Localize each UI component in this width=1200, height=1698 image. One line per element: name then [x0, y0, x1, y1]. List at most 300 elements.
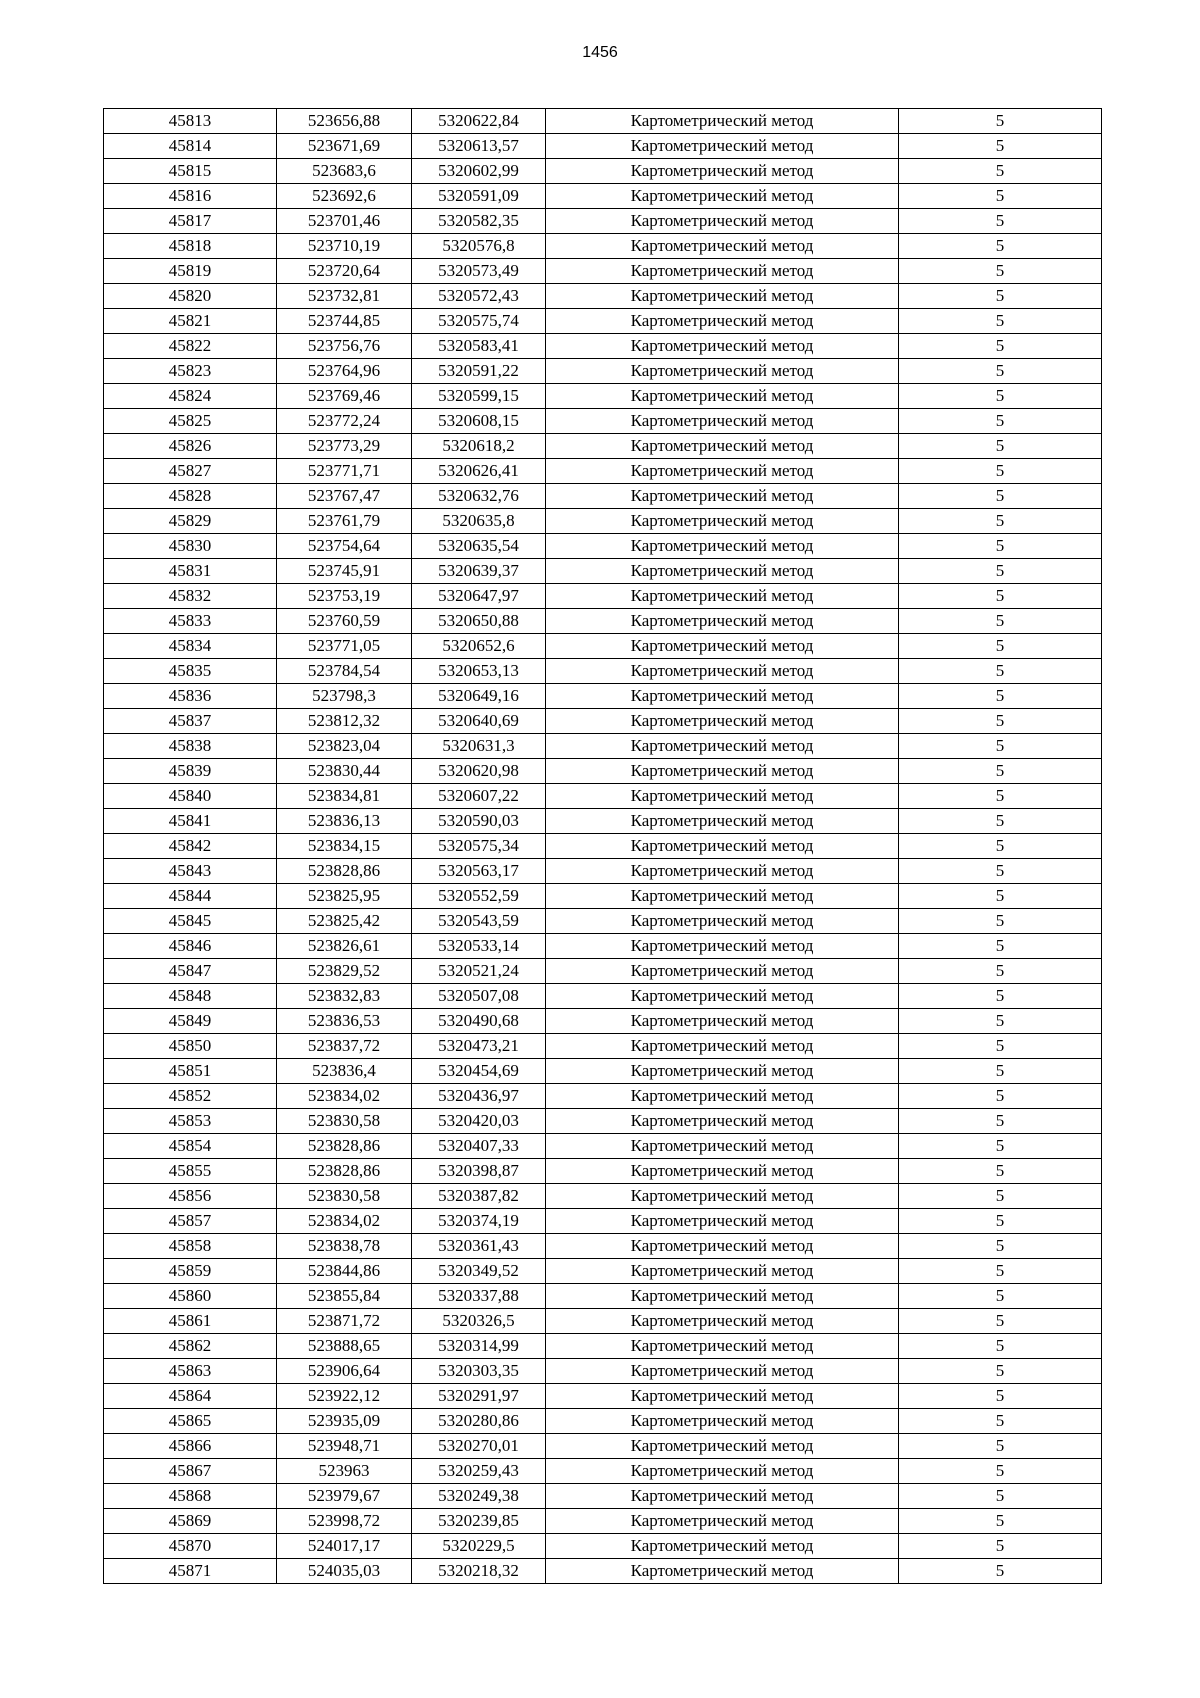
table-row — [104, 1509, 1102, 1534]
accuracy-cell: 5 — [899, 434, 1102, 459]
x-coordinate-cell: 523773,29 — [277, 434, 412, 459]
accuracy-cell: 5 — [899, 734, 1102, 759]
accuracy-cell: 5 — [899, 509, 1102, 534]
table-row — [104, 1009, 1102, 1034]
x-coordinate-cell: 523834,15 — [277, 834, 412, 859]
point-number-cell: 45816 — [104, 184, 277, 209]
x-coordinate-cell: 523979,67 — [277, 1484, 412, 1509]
y-coordinate-cell: 5320576,8 — [412, 234, 546, 259]
point-number-cell: 45830 — [104, 534, 277, 559]
y-coordinate-cell: 5320618,2 — [412, 434, 546, 459]
accuracy-cell: 5 — [899, 159, 1102, 184]
x-coordinate-cell: 523844,86 — [277, 1259, 412, 1284]
x-coordinate-cell: 523720,64 — [277, 259, 412, 284]
y-coordinate-cell: 5320229,5 — [412, 1534, 546, 1559]
method-cell: Картометрический метод — [546, 1184, 899, 1209]
x-coordinate-cell: 523744,85 — [277, 309, 412, 334]
x-coordinate-cell: 523836,13 — [277, 809, 412, 834]
y-coordinate-cell: 5320572,43 — [412, 284, 546, 309]
y-coordinate-cell: 5320650,88 — [412, 609, 546, 634]
accuracy-cell: 5 — [899, 659, 1102, 684]
y-coordinate-cell: 5320608,15 — [412, 409, 546, 434]
accuracy-cell: 5 — [899, 1384, 1102, 1409]
accuracy-cell: 5 — [899, 909, 1102, 934]
point-number-cell: 45850 — [104, 1034, 277, 1059]
point-number-cell: 45836 — [104, 684, 277, 709]
accuracy-cell: 5 — [899, 684, 1102, 709]
x-coordinate-cell: 523683,6 — [277, 159, 412, 184]
method-cell: Картометрический метод — [546, 859, 899, 884]
point-number-cell: 45857 — [104, 1209, 277, 1234]
method-cell: Картометрический метод — [546, 1359, 899, 1384]
point-number-cell: 45852 — [104, 1084, 277, 1109]
method-cell: Картометрический метод — [546, 1434, 899, 1459]
table-row — [104, 584, 1102, 609]
table-row — [104, 1334, 1102, 1359]
accuracy-cell: 5 — [899, 184, 1102, 209]
y-coordinate-cell: 5320387,82 — [412, 1184, 546, 1209]
accuracy-cell: 5 — [899, 709, 1102, 734]
y-coordinate-cell: 5320599,15 — [412, 384, 546, 409]
table-row — [104, 434, 1102, 459]
table-row — [104, 1284, 1102, 1309]
page-number: 1456 — [582, 44, 618, 61]
accuracy-cell: 5 — [899, 1109, 1102, 1134]
table-row — [104, 734, 1102, 759]
point-number-cell: 45844 — [104, 884, 277, 909]
x-coordinate-cell: 523834,02 — [277, 1209, 412, 1234]
point-number-cell: 45851 — [104, 1059, 277, 1084]
table-row — [104, 809, 1102, 834]
accuracy-cell: 5 — [899, 784, 1102, 809]
x-coordinate-cell: 523671,69 — [277, 134, 412, 159]
point-number-cell: 45813 — [104, 109, 277, 134]
accuracy-cell: 5 — [899, 1459, 1102, 1484]
x-coordinate-cell: 523767,47 — [277, 484, 412, 509]
x-coordinate-cell: 523771,05 — [277, 634, 412, 659]
method-cell: Картометрический метод — [546, 434, 899, 459]
table-row — [104, 1534, 1102, 1559]
point-number-cell: 45866 — [104, 1434, 277, 1459]
x-coordinate-cell: 523834,02 — [277, 1084, 412, 1109]
x-coordinate-cell: 523825,42 — [277, 909, 412, 934]
method-cell: Картометрический метод — [546, 1559, 899, 1584]
y-coordinate-cell: 5320436,97 — [412, 1084, 546, 1109]
y-coordinate-cell: 5320647,97 — [412, 584, 546, 609]
y-coordinate-cell: 5320454,69 — [412, 1059, 546, 1084]
accuracy-cell: 5 — [899, 634, 1102, 659]
point-number-cell: 45815 — [104, 159, 277, 184]
table-row — [104, 334, 1102, 359]
accuracy-cell: 5 — [899, 1359, 1102, 1384]
method-cell: Картометрический метод — [546, 1534, 899, 1559]
method-cell: Картометрический метод — [546, 884, 899, 909]
table-row — [104, 1134, 1102, 1159]
accuracy-cell: 5 — [899, 459, 1102, 484]
method-cell: Картометрический метод — [546, 609, 899, 634]
method-cell: Картометрический метод — [546, 1334, 899, 1359]
y-coordinate-cell: 5320533,14 — [412, 934, 546, 959]
table-row — [104, 109, 1102, 134]
x-coordinate-cell: 523830,58 — [277, 1184, 412, 1209]
x-coordinate-cell: 523855,84 — [277, 1284, 412, 1309]
method-cell: Картометрический метод — [546, 959, 899, 984]
point-number-cell: 45825 — [104, 409, 277, 434]
y-coordinate-cell: 5320507,08 — [412, 984, 546, 1009]
method-cell: Картометрический метод — [546, 1259, 899, 1284]
table-row — [104, 1159, 1102, 1184]
point-number-cell: 45863 — [104, 1359, 277, 1384]
accuracy-cell: 5 — [899, 609, 1102, 634]
table-row — [104, 759, 1102, 784]
table-row — [104, 1084, 1102, 1109]
point-number-cell: 45840 — [104, 784, 277, 809]
point-number-cell: 45841 — [104, 809, 277, 834]
y-coordinate-cell: 5320239,85 — [412, 1509, 546, 1534]
method-cell: Картометрический метод — [546, 384, 899, 409]
x-coordinate-cell: 523692,6 — [277, 184, 412, 209]
method-cell: Картометрический метод — [546, 509, 899, 534]
table-row — [104, 1384, 1102, 1409]
x-coordinate-cell: 523771,71 — [277, 459, 412, 484]
coordinates-table — [103, 108, 1102, 1584]
point-number-cell: 45838 — [104, 734, 277, 759]
method-cell: Картометрический метод — [546, 1484, 899, 1509]
table-row — [104, 234, 1102, 259]
accuracy-cell: 5 — [899, 284, 1102, 309]
point-number-cell: 45828 — [104, 484, 277, 509]
point-number-cell: 45865 — [104, 1409, 277, 1434]
accuracy-cell: 5 — [899, 1034, 1102, 1059]
point-number-cell: 45835 — [104, 659, 277, 684]
y-coordinate-cell: 5320573,49 — [412, 259, 546, 284]
y-coordinate-cell: 5320602,99 — [412, 159, 546, 184]
method-cell: Картометрический метод — [546, 459, 899, 484]
y-coordinate-cell: 5320374,19 — [412, 1209, 546, 1234]
y-coordinate-cell: 5320563,17 — [412, 859, 546, 884]
table-row — [104, 209, 1102, 234]
point-number-cell: 45843 — [104, 859, 277, 884]
point-number-cell: 45868 — [104, 1484, 277, 1509]
y-coordinate-cell: 5320521,24 — [412, 959, 546, 984]
y-coordinate-cell: 5320613,57 — [412, 134, 546, 159]
y-coordinate-cell: 5320653,13 — [412, 659, 546, 684]
point-number-cell: 45823 — [104, 359, 277, 384]
table-row — [104, 484, 1102, 509]
x-coordinate-cell: 523935,09 — [277, 1409, 412, 1434]
accuracy-cell: 5 — [899, 534, 1102, 559]
x-coordinate-cell: 524017,17 — [277, 1534, 412, 1559]
table-row — [104, 1109, 1102, 1134]
accuracy-cell: 5 — [899, 1509, 1102, 1534]
accuracy-cell: 5 — [899, 1184, 1102, 1209]
method-cell: Картометрический метод — [546, 109, 899, 134]
method-cell: Картометрический метод — [546, 234, 899, 259]
y-coordinate-cell: 5320473,21 — [412, 1034, 546, 1059]
point-number-cell: 45824 — [104, 384, 277, 409]
y-coordinate-cell: 5320337,88 — [412, 1284, 546, 1309]
x-coordinate-cell: 523832,83 — [277, 984, 412, 1009]
y-coordinate-cell: 5320583,41 — [412, 334, 546, 359]
y-coordinate-cell: 5320543,59 — [412, 909, 546, 934]
x-coordinate-cell: 523888,65 — [277, 1334, 412, 1359]
method-cell: Картометрический метод — [546, 659, 899, 684]
point-number-cell: 45846 — [104, 934, 277, 959]
accuracy-cell: 5 — [899, 1209, 1102, 1234]
method-cell: Картометрический метод — [546, 684, 899, 709]
method-cell: Картометрический метод — [546, 759, 899, 784]
x-coordinate-cell: 523701,46 — [277, 209, 412, 234]
point-number-cell: 45848 — [104, 984, 277, 1009]
accuracy-cell: 5 — [899, 1009, 1102, 1034]
y-coordinate-cell: 5320632,76 — [412, 484, 546, 509]
method-cell: Картометрический метод — [546, 1034, 899, 1059]
table-row — [104, 184, 1102, 209]
method-cell: Картометрический метод — [546, 409, 899, 434]
accuracy-cell: 5 — [899, 984, 1102, 1009]
x-coordinate-cell: 523769,46 — [277, 384, 412, 409]
y-coordinate-cell: 5320590,03 — [412, 809, 546, 834]
point-number-cell: 45860 — [104, 1284, 277, 1309]
x-coordinate-cell: 523906,64 — [277, 1359, 412, 1384]
y-coordinate-cell: 5320249,38 — [412, 1484, 546, 1509]
accuracy-cell: 5 — [899, 134, 1102, 159]
x-coordinate-cell: 523772,24 — [277, 409, 412, 434]
y-coordinate-cell: 5320280,86 — [412, 1409, 546, 1434]
point-number-cell: 45861 — [104, 1309, 277, 1334]
y-coordinate-cell: 5320591,22 — [412, 359, 546, 384]
accuracy-cell: 5 — [899, 334, 1102, 359]
y-coordinate-cell: 5320652,6 — [412, 634, 546, 659]
accuracy-cell: 5 — [899, 1234, 1102, 1259]
table-row — [104, 1209, 1102, 1234]
table-row — [104, 784, 1102, 809]
table-row — [104, 284, 1102, 309]
accuracy-cell: 5 — [899, 359, 1102, 384]
point-number-cell: 45859 — [104, 1259, 277, 1284]
point-number-cell: 45842 — [104, 834, 277, 859]
table-row — [104, 1184, 1102, 1209]
point-number-cell: 45862 — [104, 1334, 277, 1359]
accuracy-cell: 5 — [899, 384, 1102, 409]
table-row — [104, 159, 1102, 184]
table-row — [104, 1309, 1102, 1334]
point-number-cell: 45826 — [104, 434, 277, 459]
table-row — [104, 1059, 1102, 1084]
point-number-cell: 45858 — [104, 1234, 277, 1259]
y-coordinate-cell: 5320635,54 — [412, 534, 546, 559]
x-coordinate-cell: 523784,54 — [277, 659, 412, 684]
point-number-cell: 45869 — [104, 1509, 277, 1534]
point-number-cell: 45827 — [104, 459, 277, 484]
point-number-cell: 45834 — [104, 634, 277, 659]
point-number-cell: 45820 — [104, 284, 277, 309]
x-coordinate-cell: 523823,04 — [277, 734, 412, 759]
coordinates-table-body — [104, 109, 1102, 1584]
point-number-cell: 45849 — [104, 1009, 277, 1034]
y-coordinate-cell: 5320259,43 — [412, 1459, 546, 1484]
accuracy-cell: 5 — [899, 309, 1102, 334]
point-number-cell: 45821 — [104, 309, 277, 334]
accuracy-cell: 5 — [899, 1059, 1102, 1084]
x-coordinate-cell: 523753,19 — [277, 584, 412, 609]
accuracy-cell: 5 — [899, 1409, 1102, 1434]
accuracy-cell: 5 — [899, 484, 1102, 509]
method-cell: Картометрический метод — [546, 259, 899, 284]
table-row — [104, 609, 1102, 634]
method-cell: Картометрический метод — [546, 1109, 899, 1134]
x-coordinate-cell: 523828,86 — [277, 1134, 412, 1159]
method-cell: Картометрический метод — [546, 559, 899, 584]
point-number-cell: 45856 — [104, 1184, 277, 1209]
point-number-cell: 45867 — [104, 1459, 277, 1484]
method-cell: Картометрический метод — [546, 934, 899, 959]
method-cell: Картометрический метод — [546, 1384, 899, 1409]
accuracy-cell: 5 — [899, 1484, 1102, 1509]
y-coordinate-cell: 5320218,32 — [412, 1559, 546, 1584]
point-number-cell: 45819 — [104, 259, 277, 284]
method-cell: Картометрический метод — [546, 909, 899, 934]
x-coordinate-cell: 523761,79 — [277, 509, 412, 534]
y-coordinate-cell: 5320326,5 — [412, 1309, 546, 1334]
table-row — [104, 384, 1102, 409]
point-number-cell: 45837 — [104, 709, 277, 734]
method-cell: Картометрический метод — [546, 1159, 899, 1184]
point-number-cell: 45829 — [104, 509, 277, 534]
accuracy-cell: 5 — [899, 259, 1102, 284]
table-row — [104, 834, 1102, 859]
point-number-cell: 45853 — [104, 1109, 277, 1134]
table-row — [104, 684, 1102, 709]
y-coordinate-cell: 5320575,34 — [412, 834, 546, 859]
method-cell: Картометрический метод — [546, 209, 899, 234]
x-coordinate-cell: 523760,59 — [277, 609, 412, 634]
accuracy-cell: 5 — [899, 834, 1102, 859]
method-cell: Картометрический метод — [546, 134, 899, 159]
method-cell: Картометрический метод — [546, 984, 899, 1009]
x-coordinate-cell: 523764,96 — [277, 359, 412, 384]
y-coordinate-cell: 5320626,41 — [412, 459, 546, 484]
table-row — [104, 709, 1102, 734]
point-number-cell: 45845 — [104, 909, 277, 934]
y-coordinate-cell: 5320361,43 — [412, 1234, 546, 1259]
accuracy-cell: 5 — [899, 1159, 1102, 1184]
table-row — [104, 309, 1102, 334]
method-cell: Картометрический метод — [546, 709, 899, 734]
accuracy-cell: 5 — [899, 759, 1102, 784]
x-coordinate-cell: 523829,52 — [277, 959, 412, 984]
method-cell: Картометрический метод — [546, 534, 899, 559]
method-cell: Картометрический метод — [546, 359, 899, 384]
table-row — [104, 559, 1102, 584]
table-row — [104, 1459, 1102, 1484]
method-cell: Картометрический метод — [546, 809, 899, 834]
x-coordinate-cell: 523826,61 — [277, 934, 412, 959]
method-cell: Картометрический метод — [546, 284, 899, 309]
x-coordinate-cell: 523828,86 — [277, 859, 412, 884]
method-cell: Картометрический метод — [546, 159, 899, 184]
y-coordinate-cell: 5320420,03 — [412, 1109, 546, 1134]
table-row — [104, 359, 1102, 384]
method-cell: Картометрический метод — [546, 734, 899, 759]
x-coordinate-cell: 523998,72 — [277, 1509, 412, 1534]
table-row — [104, 409, 1102, 434]
point-number-cell: 45817 — [104, 209, 277, 234]
accuracy-cell: 5 — [899, 109, 1102, 134]
y-coordinate-cell: 5320407,33 — [412, 1134, 546, 1159]
method-cell: Картометрический метод — [546, 584, 899, 609]
table-row — [104, 634, 1102, 659]
table-row — [104, 659, 1102, 684]
x-coordinate-cell: 523812,32 — [277, 709, 412, 734]
accuracy-cell: 5 — [899, 409, 1102, 434]
table-row — [104, 1259, 1102, 1284]
accuracy-cell: 5 — [899, 809, 1102, 834]
x-coordinate-cell: 523922,12 — [277, 1384, 412, 1409]
x-coordinate-cell: 523828,86 — [277, 1159, 412, 1184]
accuracy-cell: 5 — [899, 209, 1102, 234]
table-row — [104, 1434, 1102, 1459]
x-coordinate-cell: 523871,72 — [277, 1309, 412, 1334]
y-coordinate-cell: 5320270,01 — [412, 1434, 546, 1459]
accuracy-cell: 5 — [899, 1559, 1102, 1584]
method-cell: Картометрический метод — [546, 834, 899, 859]
y-coordinate-cell: 5320631,3 — [412, 734, 546, 759]
table-row — [104, 934, 1102, 959]
y-coordinate-cell: 5320582,35 — [412, 209, 546, 234]
y-coordinate-cell: 5320314,99 — [412, 1334, 546, 1359]
method-cell: Картометрический метод — [546, 184, 899, 209]
table-row — [104, 459, 1102, 484]
accuracy-cell: 5 — [899, 884, 1102, 909]
method-cell: Картометрический метод — [546, 1234, 899, 1259]
x-coordinate-cell: 523732,81 — [277, 284, 412, 309]
y-coordinate-cell: 5320591,09 — [412, 184, 546, 209]
point-number-cell: 45833 — [104, 609, 277, 634]
table-row — [104, 909, 1102, 934]
y-coordinate-cell: 5320490,68 — [412, 1009, 546, 1034]
point-number-cell: 45847 — [104, 959, 277, 984]
method-cell: Картометрический метод — [546, 1084, 899, 1109]
x-coordinate-cell: 523830,44 — [277, 759, 412, 784]
method-cell: Картометрический метод — [546, 1509, 899, 1534]
table-row — [104, 959, 1102, 984]
accuracy-cell: 5 — [899, 1309, 1102, 1334]
table-row — [104, 534, 1102, 559]
method-cell: Картометрический метод — [546, 1209, 899, 1234]
point-number-cell: 45864 — [104, 1384, 277, 1409]
x-coordinate-cell: 523710,19 — [277, 234, 412, 259]
x-coordinate-cell: 523754,64 — [277, 534, 412, 559]
method-cell: Картометрический метод — [546, 484, 899, 509]
point-number-cell: 45822 — [104, 334, 277, 359]
x-coordinate-cell: 523798,3 — [277, 684, 412, 709]
method-cell: Картометрический метод — [546, 784, 899, 809]
x-coordinate-cell: 523838,78 — [277, 1234, 412, 1259]
table-row — [104, 884, 1102, 909]
table-row — [104, 859, 1102, 884]
x-coordinate-cell: 523836,53 — [277, 1009, 412, 1034]
y-coordinate-cell: 5320622,84 — [412, 109, 546, 134]
point-number-cell: 45871 — [104, 1559, 277, 1584]
accuracy-cell: 5 — [899, 959, 1102, 984]
accuracy-cell: 5 — [899, 559, 1102, 584]
accuracy-cell: 5 — [899, 1084, 1102, 1109]
method-cell: Картометрический метод — [546, 1059, 899, 1084]
x-coordinate-cell: 523948,71 — [277, 1434, 412, 1459]
accuracy-cell: 5 — [899, 1534, 1102, 1559]
y-coordinate-cell: 5320607,22 — [412, 784, 546, 809]
